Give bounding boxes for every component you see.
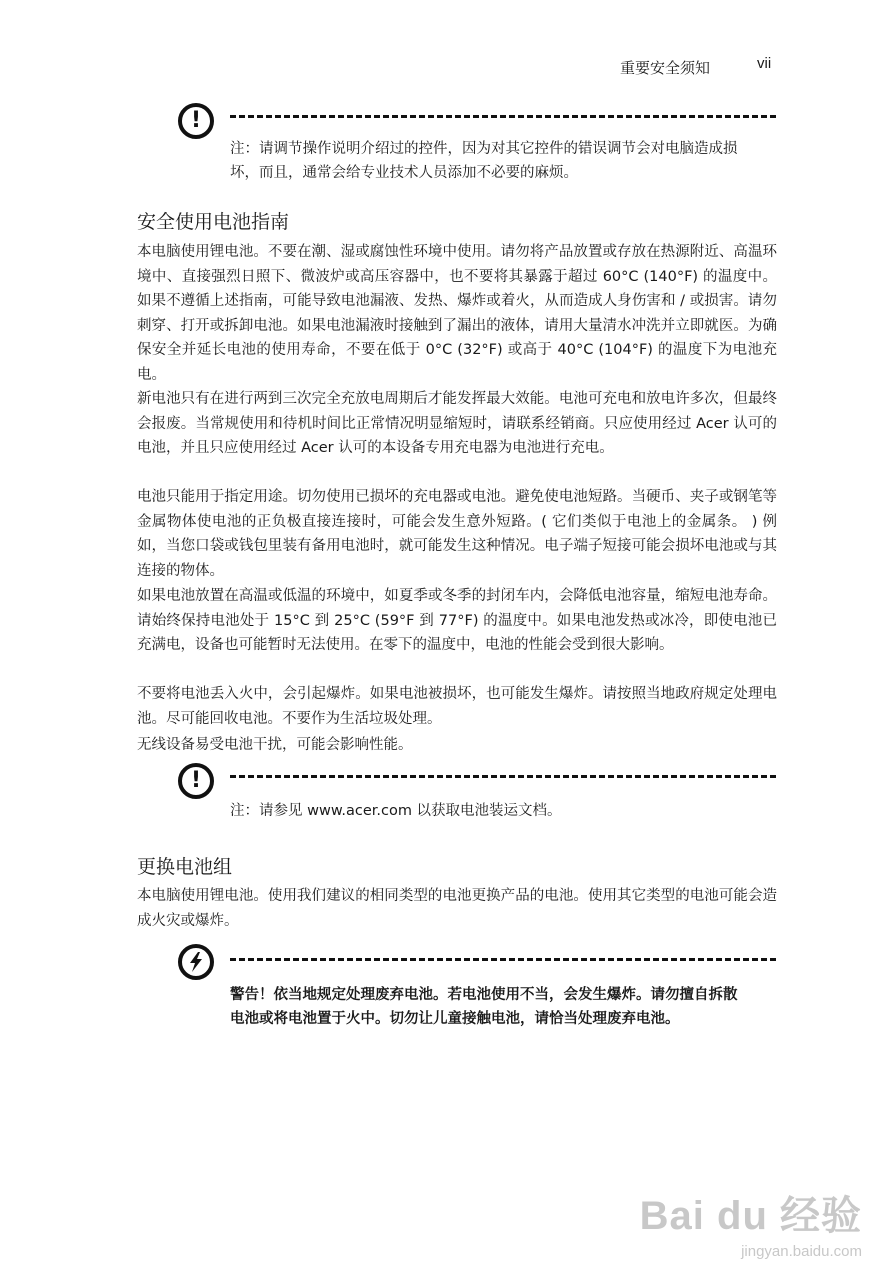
paragraph: 如果电池放置在高温或低温的环境中，如夏季或冬季的封闭车内，会降低电池容量，缩短电池寿命。请始终保持电池处于 15°C 到 25°C (59°F 到 77°F) 的温度中。如果电池发热或冰冷，即使电池已充满电，设备也可能暂时无法使用。在零下的温度中，电池的性能会受到很大影响。	[137, 588, 777, 654]
page-number: vii	[757, 55, 772, 72]
note-acer-website: 注：请参见 www.acer.com 以获取电池装运文档。	[230, 803, 562, 819]
paragraph: 无线设备易受电池干扰，可能会影响性能。	[137, 737, 413, 753]
note-adjust-controls: 注：请调节操作说明介绍过的控件，因为对其它控件的错误调节会对电脑造成损坏，而且，通常会给专业技术人员添加不必要的麻烦。	[230, 141, 738, 181]
paragraph: 新电池只有在进行两到三次完全充放电周期后才能发挥最大效能。电池可充电和放电许多次，但最终会报废。当常规使用和待机时间比正常情况明显缩短时，请联系经销商。只应使用经过 Acer 认可的电池，并且只应使用经过 Acer 认可的本设备专用充电器为电池进行充电。	[137, 391, 777, 457]
warning-dispose-battery: 警告！依当地规定处理废弃电池。若电池使用不当，会发生爆炸。请勿擅自拆散电池或将电池置于火中。切勿让儿童接触电池，请恰当处理废弃电池。	[230, 987, 738, 1027]
exclamation-circle-icon: !	[178, 103, 214, 139]
warning-divider	[230, 958, 776, 961]
section-heading-battery-safety: 安全使用电池指南	[137, 211, 290, 233]
section-heading-replace-battery: 更换电池组	[137, 856, 233, 878]
paragraph: 本电脑使用锂电池。使用我们建议的相同类型的电池更换产品的电池。使用其它类型的电池可能会造成火灾或爆炸。	[137, 888, 777, 929]
exclamation-circle-icon: !	[178, 763, 214, 799]
watermark-url: jingyan.baidu.com	[741, 1243, 862, 1260]
paragraph: 本电脑使用锂电池。不要在潮、湿或腐蚀性环境中使用。请勿将产品放置或存放在热源附近、高温环境中、直接强烈日照下、微波炉或高压容器中，也不要将其暴露于超过 60°C (140°F) 的温度中。如果不遵循上述指南，可能导致电池漏液、发热、爆炸或着火，从而造成人身伤害和 / 或损害。请勿刺穿、打开或拆卸电池。如果电池漏液时接触到了漏出的液体，请用大量清水冲洗并立即就医。为确保安全并延长电池的使用寿命，不要在低于 0°C (32°F) 或高于 40°C (104°F) 的温度下为电池充电。	[137, 244, 777, 383]
baidu-watermark	[640, 1184, 862, 1260]
paragraph: 电池只能用于指定用途。切勿使用已损坏的充电器或电池。避免使电池短路。当硬币、夹子或钢笔等金属物体使电池的正负极直接连接时，可能会发生意外短路。( 它们类似于电池上的金属条。 ) 例如，当您口袋或钱包里装有备用电池时，就可能发生这种情况。电子端子短接可能会损坏电池或与其连接的物体。	[137, 489, 777, 579]
note-divider	[230, 115, 776, 118]
note-divider	[230, 775, 776, 778]
running-header-title: 重要安全须知	[620, 59, 711, 77]
lightning-bolt	[187, 952, 205, 972]
paragraph: 不要将电池丢入火中，会引起爆炸。如果电池被损坏，也可能发生爆炸。请按照当地政府规定处理电池。尽可能回收电池。不要作为生活垃圾处理。	[137, 686, 777, 727]
watermark-logo: Bai du 经验	[639, 1194, 862, 1238]
lightning-circle-icon	[178, 944, 214, 980]
